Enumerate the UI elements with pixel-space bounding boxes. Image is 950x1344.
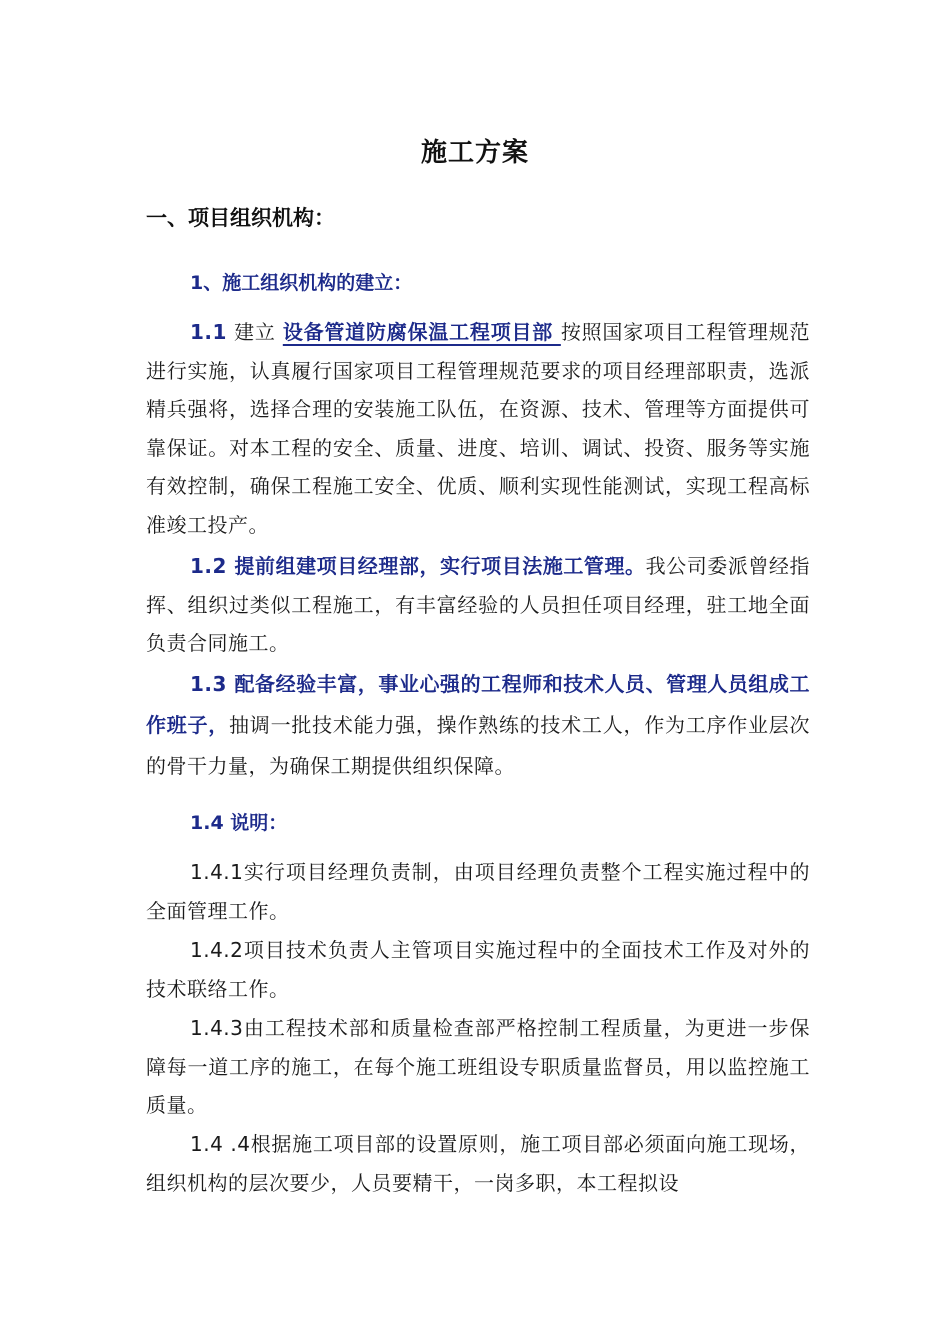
note-item-2-text: 项目技术负责人主管项目实施过程中的全面技术工作及对外的技术联络工作。: [146, 938, 810, 1001]
note-item-3-text: 由工程技术部和质量检查部严格控制工程质量，为更进一步保障每一道工序的施工，在每个施工班组设专职质量监督员，用以监控施工质量。: [146, 1016, 810, 1117]
paragraph-1-1: [146, 313, 810, 544]
project-department-name: 设备管道防腐保温工程项目部: [282, 320, 561, 344]
note-item-3-number: 1.4.3: [190, 1016, 244, 1040]
note-item-4-number: 1.4 .4: [190, 1132, 251, 1156]
note-item-2-number: 1.4.2: [190, 938, 244, 962]
note-item-1-text: 实行项目经理负责制，由项目经理负责整个工程实施过程中的全面管理工作。: [146, 860, 810, 923]
subsection-heading-establishment: 1、施工组织机构的建立：: [190, 272, 413, 294]
paragraph-1-3: [146, 664, 810, 787]
paragraph-1-3-heading: 1.3 配备经验丰富，事业心强的工程师和技术人员、管理人员组成工作班子，: [146, 672, 810, 737]
paragraph-1-3-text: 抽调一批技术能力强，操作熟练的技术工人，作为工序作业层次的骨干力量，为确保工期提供组织保障。: [146, 713, 811, 778]
note-item-2: [146, 931, 810, 1008]
paragraph-1-2-heading: 1.2 提前组建项目经理部，实行项目法施工管理。: [190, 554, 646, 578]
note-item-3: [146, 1009, 810, 1125]
document-title: 施工方案: [420, 138, 529, 168]
note-item-4: [146, 1125, 810, 1202]
paragraph-1-1-number: 1.1: [190, 320, 227, 344]
paragraph-1-1-prefix: 建立: [226, 320, 283, 344]
paragraph-1-2-text: 我公司委派曾经指挥、组织过类似工程施工，有丰富经验的人员担任项目经理，驻工地全面负责合同施工。: [146, 554, 810, 655]
note-item-1-number: 1.4.1: [190, 860, 244, 884]
subsection-heading-notes: 1.4 说明：: [190, 812, 288, 834]
note-item-4-text: 根据施工项目部的设置原则，施工项目部必须面向施工现场，组织机构的层次要少，人员要精干，一岗多职，本工程拟设: [146, 1132, 811, 1195]
paragraph-1-2: [146, 547, 810, 663]
paragraph-1-1-text: 按照国家项目工程管理规范进行实施，认真履行国家项目工程管理规范要求的项目经理部职责，选派精兵强将，选择合理的安装施工队伍，在资源、技术、管理等方面提供可靠保证。对本工程的安全、质量、进度、培训、调试、投资、服务等实施有效控制，确保工程施工安全、优质、顺利实现性能测试，实现工程高标准竣工投产。: [146, 320, 811, 537]
note-item-1: [146, 853, 810, 930]
section-heading-organization: 一、项目组织机构：: [146, 205, 335, 230]
